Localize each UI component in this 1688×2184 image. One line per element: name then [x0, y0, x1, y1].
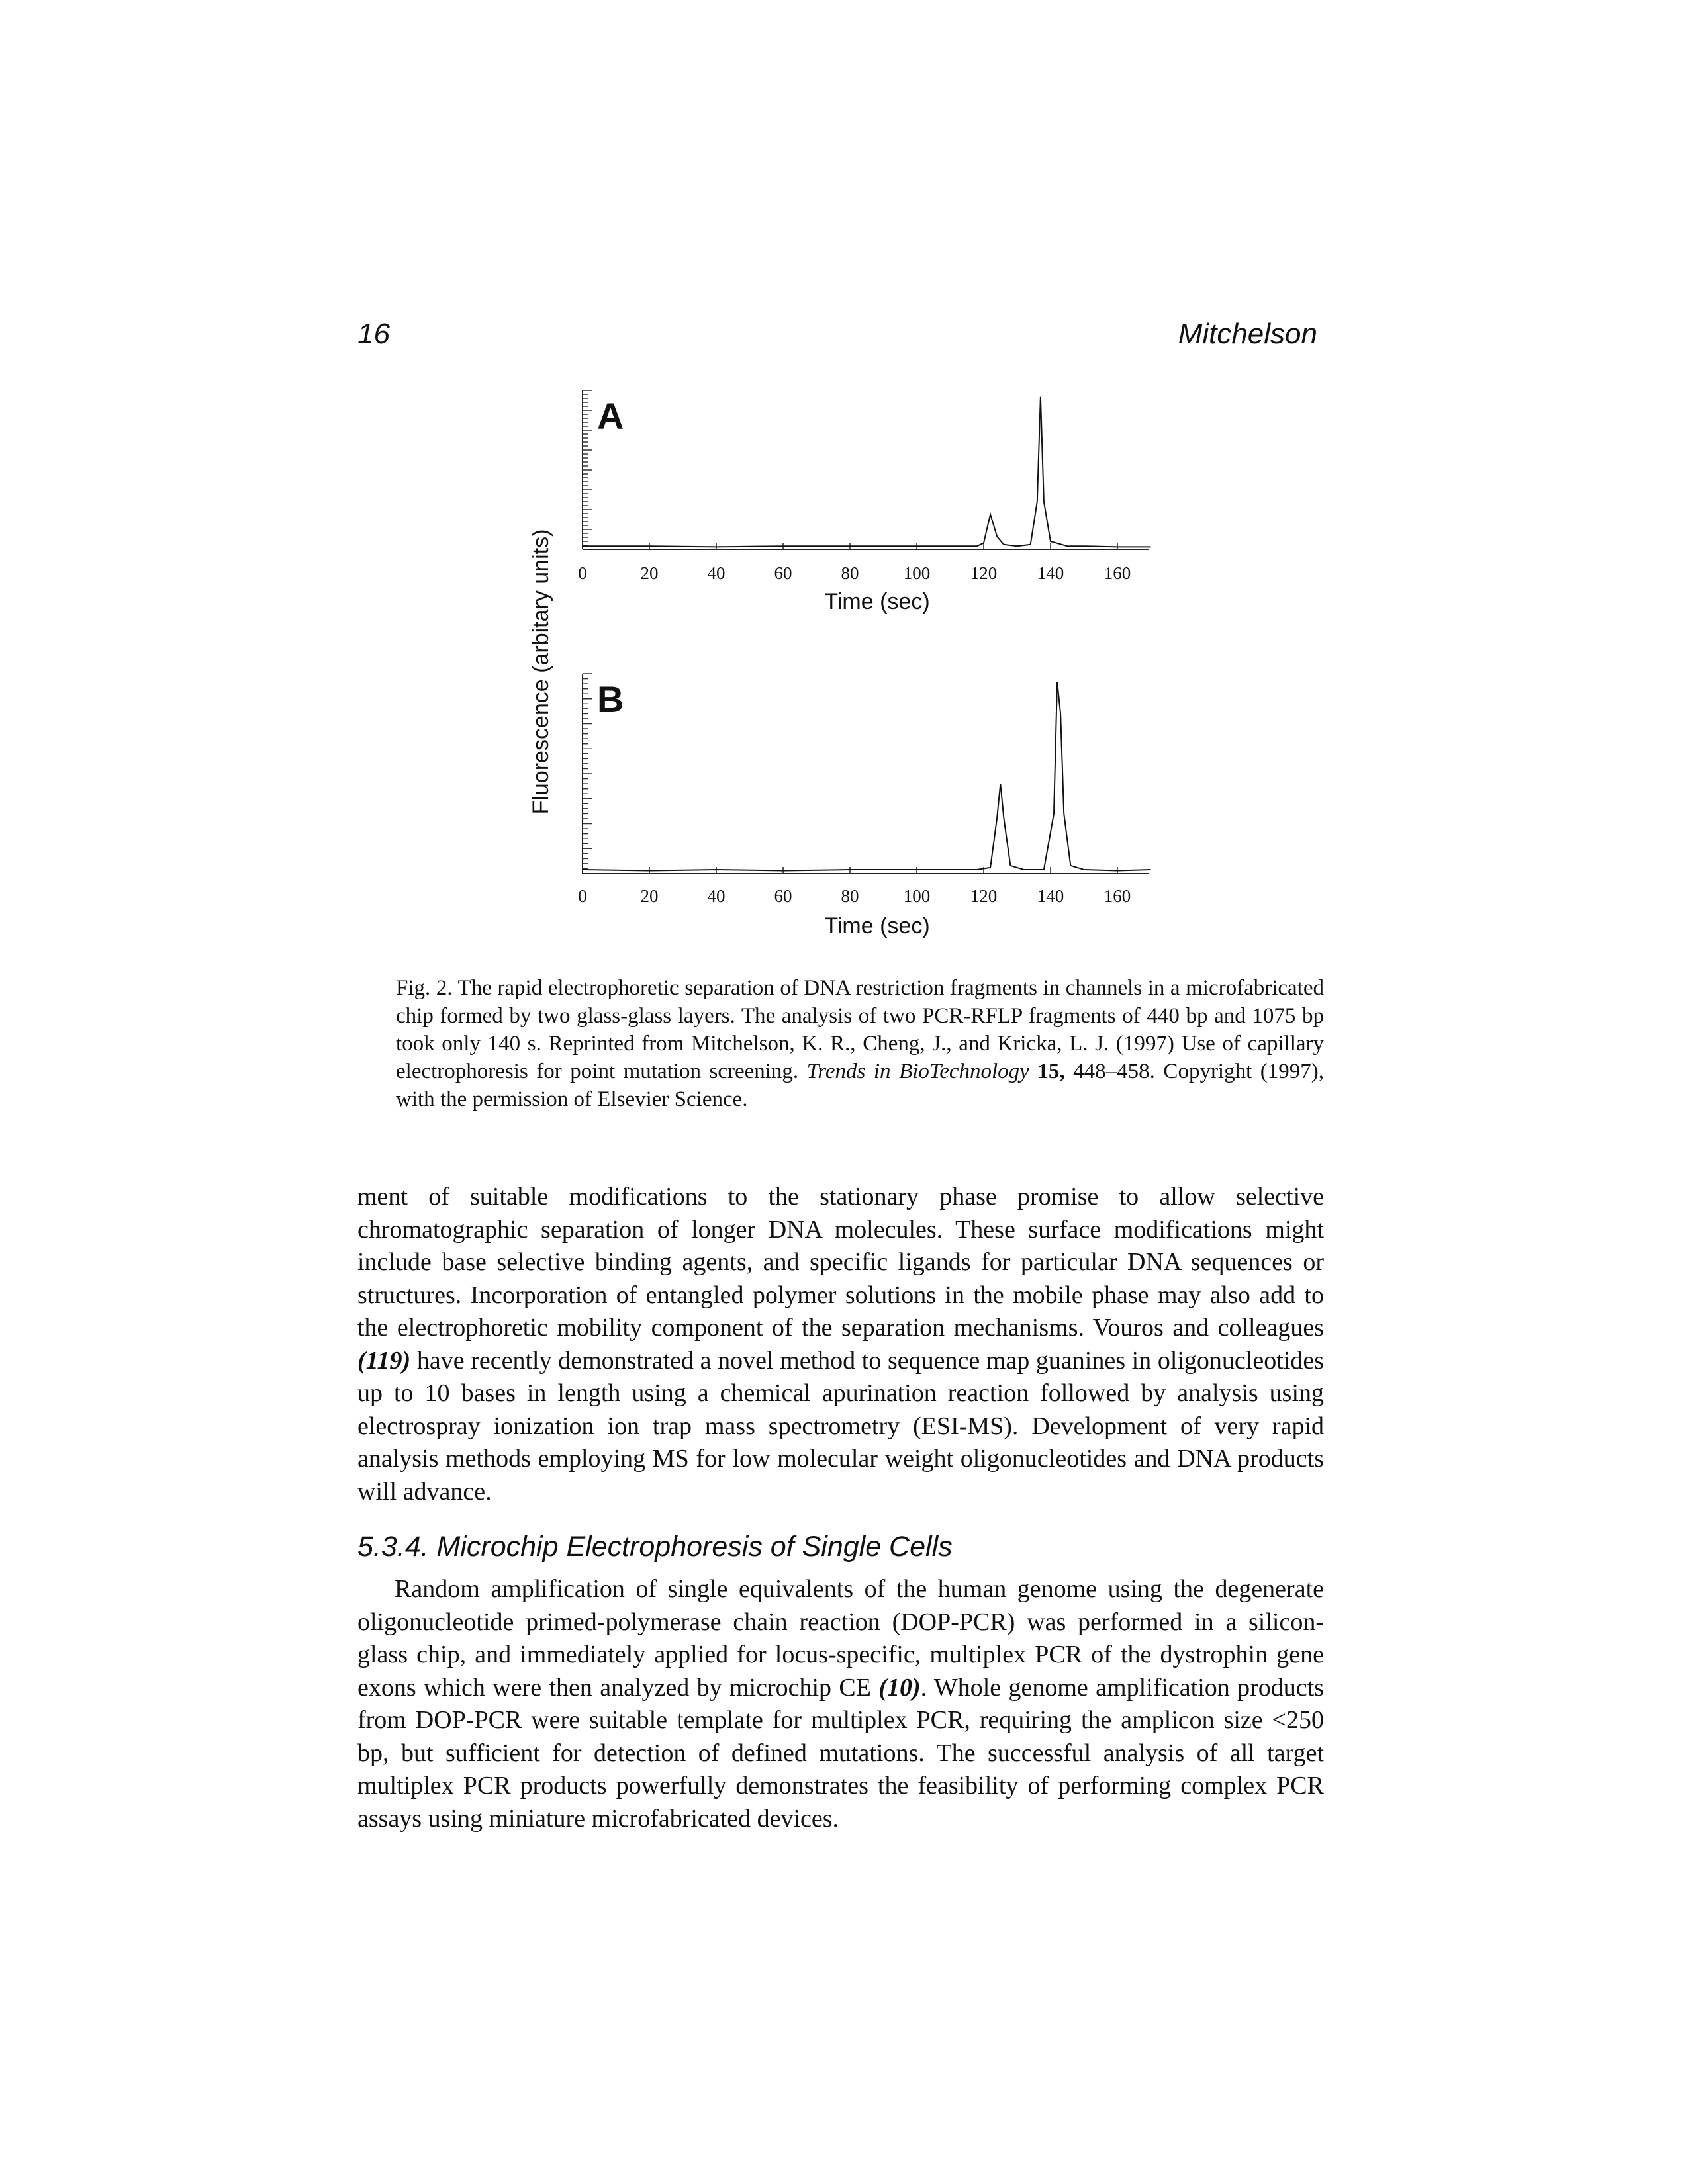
x-tick-label: 0: [578, 563, 587, 583]
page-number: 16: [357, 318, 390, 350]
x-tick-label: 120: [970, 886, 998, 906]
x-tick-label: 160: [1103, 886, 1131, 906]
x-tick-label: 140: [1037, 886, 1064, 906]
figure-svg: [516, 384, 1192, 960]
x-tick-label: 60: [774, 563, 792, 583]
body-paragraph-1: [357, 1181, 1324, 1508]
figure-caption: [396, 974, 1324, 1113]
figure-2: [516, 384, 1192, 960]
x-tick-label: 80: [841, 563, 859, 583]
paragraph-text: ment of suitable modifications to the stationary phase promise to allow selective chromatographic separation of longer DNA molecules. These surface modifications might include base selective binding agents, and specific ligands for particular DNA sequences or structures. Incorporation of entangled polymer solutions in the mobile phase may also add to the electrophoretic mobility component of the separation mechanisms. Vouros and colleagues: [357, 1183, 1324, 1342]
body-paragraph-2: [357, 1573, 1324, 1835]
trace-line: [583, 397, 1151, 547]
citation-ref-119: (119): [357, 1346, 411, 1375]
paragraph-text: Random amplification of single equivalents of the human genome using the degenerate oligonucleotide primed-polymerase chain reaction (DOP-PCR) was performed in a silicon-glass chip, and immediately applied for locus-specific, multiplex PCR of the dystrophin gene exons which were then analyzed by microchip CE: [357, 1575, 1324, 1702]
citation-ref-10: (10): [878, 1673, 921, 1702]
paragraph-text: have recently demonstrated a novel method to sequence map guanines in oligonucleotides up to 10 bases in length using a chemical apurination reaction followed by analysis using electrospray ionization ion trap mass spectrometry (ESI-MS). Development of very rapid analysis methods employing MS for low molecular weight oligonucleotides and DNA products will advance.: [357, 1346, 1324, 1506]
section-heading: 5.3.4. Microchip Electrophoresis of Single Cells: [357, 1531, 953, 1563]
x-tick-label: 20: [640, 563, 659, 583]
x-tick-label: 120: [970, 563, 998, 583]
x-tick-label: 20: [640, 886, 659, 906]
x-axis-label: Time (sec): [824, 589, 930, 614]
x-axis-label: Time (sec): [824, 913, 930, 938]
caption-volume: 15,: [1037, 1060, 1065, 1083]
panel-b: [578, 674, 1150, 938]
x-tick-label: 80: [841, 886, 859, 906]
x-tick-label: 0: [578, 886, 587, 906]
panel-a: [578, 390, 1150, 614]
x-tick-label: 100: [903, 563, 931, 583]
x-tick-label: 40: [707, 563, 726, 583]
x-tick-label: 100: [903, 886, 931, 906]
paragraph-text: . Whole genome amplification products from DOP-PCR were suitable template for multiplex PCR, requiring the amplicon size <250 bp, but sufficient for detection of defined mutations. The successful analysis of all target multiplex PCR products powerfully demonstrates the feasibility of performing complex PCR assays using miniature microfabricated devices.: [357, 1673, 1324, 1833]
caption-text: Fig. 2. The rapid electrophoretic separation of DNA restriction fragments in channels in a microfabricated chip formed by two glass-glass layers. The analysis of two PCR-RFLP fragments of 440 bp and 1075 bp took only 140 s. Reprinted from Mitchelson, K. R., Cheng, J., and Kricka, L. J. (1997) Use of capillary electrophoresis for point mutation screening.: [396, 976, 1324, 1083]
trace-line: [583, 682, 1151, 870]
running-title: Mitchelson: [1178, 318, 1317, 350]
x-tick-label: 40: [707, 886, 726, 906]
x-tick-label: 60: [774, 886, 792, 906]
caption-citation: 448–458. Copyright (1997), with the permission of Elsevier Science.: [396, 1060, 1325, 1111]
panel-label: B: [597, 678, 624, 720]
x-tick-label: 160: [1103, 563, 1131, 583]
caption-journal: Trends in BioTechnology: [806, 1060, 1029, 1083]
y-axis-label: Fluorescence (arbitary units): [528, 529, 553, 815]
x-tick-label: 140: [1037, 563, 1064, 583]
panel-label: A: [597, 395, 624, 437]
